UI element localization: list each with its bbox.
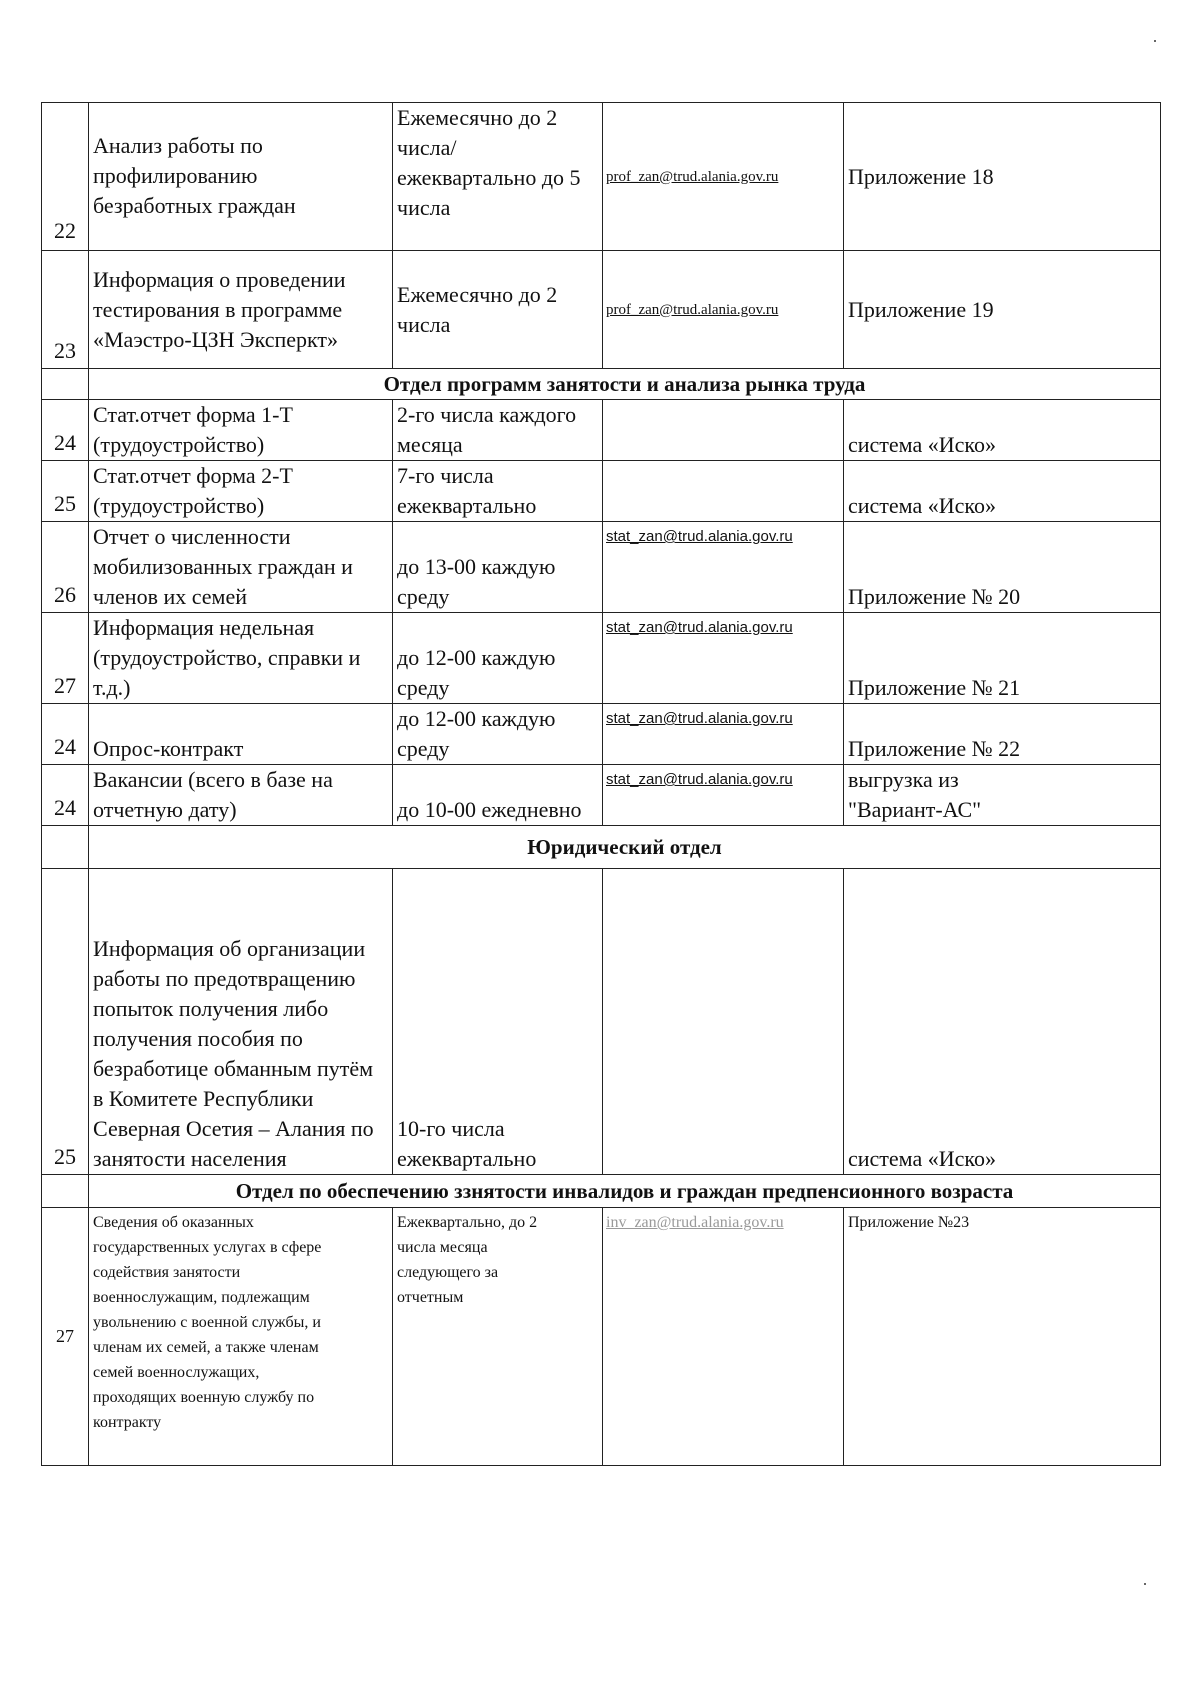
report-deadline: до 12-00 каждую среду bbox=[393, 613, 603, 704]
report-deadline: до 13-00 каждую среду bbox=[393, 522, 603, 613]
table-row bbox=[42, 1208, 1161, 1466]
scan-speck bbox=[1144, 1583, 1146, 1585]
report-email bbox=[603, 869, 844, 1175]
report-email[interactable]: stat_zan@trud.alania.gov.ru bbox=[603, 765, 844, 826]
report-email bbox=[603, 461, 844, 522]
row-number: 26 bbox=[42, 522, 89, 613]
table-row bbox=[42, 461, 1161, 522]
report-attachment: Приложение № 21 bbox=[844, 613, 1161, 704]
report-description: Стат.отчет форма 1-Т (трудоустройство) bbox=[89, 400, 393, 461]
report-email bbox=[603, 400, 844, 461]
report-description: Сведения об оказанных государственных услугах в сфере содействия занятости военнослужащим, подлежащим увольнению с военной службы, и членам их семей, а также членам семей военнослужащих, проходящих военную службу по контракту bbox=[89, 1208, 393, 1466]
report-deadline: до 12-00 каждую среду bbox=[393, 704, 603, 765]
report-attachment: Приложение 19 bbox=[844, 251, 1161, 369]
table-row bbox=[42, 522, 1161, 613]
report-email[interactable]: inv_zan@trud.alania.gov.ru bbox=[603, 1208, 844, 1466]
report-description: Информация недельная (трудоустройство, справки и т.д.) bbox=[89, 613, 393, 704]
report-attachment: система «Иско» bbox=[844, 869, 1161, 1175]
row-number: 24 bbox=[42, 704, 89, 765]
report-attachment: Приложение № 22 bbox=[844, 704, 1161, 765]
report-deadline: 10-го числа ежеквартально bbox=[393, 869, 603, 1175]
table-row bbox=[42, 251, 1161, 369]
table-row bbox=[42, 103, 1161, 251]
section-title: Юридический отдел bbox=[89, 826, 1161, 869]
report-description: Вакансии (всего в базе на отчетную дату) bbox=[89, 765, 393, 826]
table-row bbox=[42, 765, 1161, 826]
row-number: 25 bbox=[42, 869, 89, 1175]
row-number: 24 bbox=[42, 400, 89, 461]
report-description: Анализ работы по профилированию безработных граждан bbox=[89, 103, 393, 251]
row-number: 27 bbox=[42, 613, 89, 704]
section-title: Отдел программ занятости и анализа рынка труда bbox=[89, 369, 1161, 400]
report-email[interactable]: stat_zan@trud.alania.gov.ru bbox=[603, 613, 844, 704]
report-attachment: выгрузка из "Вариант-АС" bbox=[844, 765, 1161, 826]
report-attachment: Приложение № 20 bbox=[844, 522, 1161, 613]
report-email[interactable]: stat_zan@trud.alania.gov.ru bbox=[603, 704, 844, 765]
row-number: 23 bbox=[42, 251, 89, 369]
report-attachment: Приложение 18 bbox=[844, 103, 1161, 251]
row-number: 24 bbox=[42, 765, 89, 826]
report-description: Опрос-контракт bbox=[89, 704, 393, 765]
report-deadline: Ежеквартально, до 2 числа месяца следующего за отчетным bbox=[393, 1208, 603, 1466]
report-attachment: система «Иско» bbox=[844, 400, 1161, 461]
table-row bbox=[42, 869, 1161, 1175]
report-description: Информация о проведении тестирования в программе «Маэстро-ЦЗН Эксперкт» bbox=[89, 251, 393, 369]
section-header bbox=[42, 826, 1161, 869]
section-title: Отдел по обеспечению ззнятости инвалидов и граждан предпенсионного возраста bbox=[89, 1175, 1161, 1208]
report-deadline: 7-го числа ежеквартально bbox=[393, 461, 603, 522]
report-email[interactable]: prof_zan@trud.alania.gov.ru bbox=[603, 251, 844, 369]
report-attachment: Приложение №23 bbox=[844, 1208, 1161, 1466]
row-number: 22 bbox=[42, 103, 89, 251]
scan-speck bbox=[1154, 40, 1156, 42]
table-row bbox=[42, 400, 1161, 461]
report-description: Информация об организации работы по предотвращению попыток получения либо получения пособия по безработице обманным путём в Комитете Республики Северная Осетия – Алания по занятости населения bbox=[89, 869, 393, 1175]
report-email[interactable]: stat_zan@trud.alania.gov.ru bbox=[603, 522, 844, 613]
report-description: Отчет о численности мобилизованных граждан и членов их семей bbox=[89, 522, 393, 613]
reporting-table bbox=[41, 102, 1161, 1466]
report-email[interactable]: prof_zan@trud.alania.gov.ru bbox=[603, 103, 844, 251]
row-number: 25 bbox=[42, 461, 89, 522]
row-number: 27 bbox=[42, 1208, 89, 1466]
table-row bbox=[42, 704, 1161, 765]
report-description: Стат.отчет форма 2-Т (трудоустройство) bbox=[89, 461, 393, 522]
section-header bbox=[42, 369, 1161, 400]
section-header bbox=[42, 1175, 1161, 1208]
table-row bbox=[42, 613, 1161, 704]
report-deadline: 2-го числа каждого месяца bbox=[393, 400, 603, 461]
report-deadline: Ежемесячно до 2 числа bbox=[393, 251, 603, 369]
report-deadline: до 10-00 ежедневно bbox=[393, 765, 603, 826]
report-deadline: Ежемесячно до 2 числа/ ежеквартально до 5 числа bbox=[393, 103, 603, 251]
report-attachment: система «Иско» bbox=[844, 461, 1161, 522]
